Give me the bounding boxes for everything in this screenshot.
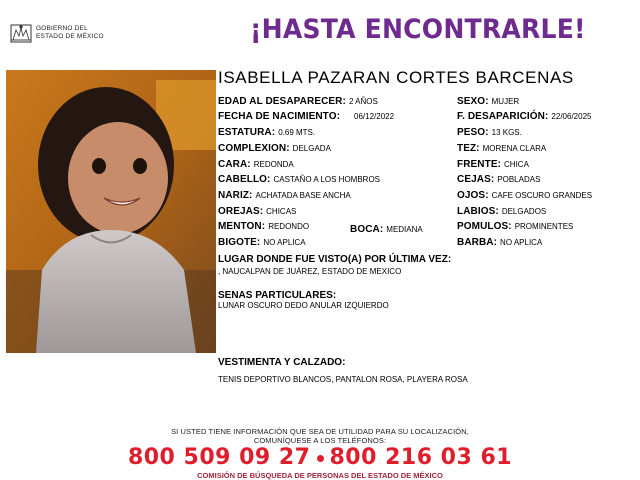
contact-info-line-2: COMUNÍQUESE A LOS TELÉFONOS: bbox=[253, 436, 387, 445]
field-label: CARA: bbox=[218, 159, 251, 170]
field-nariz bbox=[218, 190, 351, 201]
field-label: BIGOTE: bbox=[218, 237, 261, 248]
phone-number-1[interactable]: 800 509 09 27 bbox=[127, 445, 311, 470]
commission-name: COMISIÓN DE BÚSQUEDA DE PERSONAS DEL ESTADO DE MÉXICO bbox=[197, 471, 443, 480]
field-complexion bbox=[218, 143, 331, 154]
field-pomulos bbox=[457, 221, 573, 232]
field-value: MEDIANA bbox=[386, 225, 423, 234]
field-value: MORENA CLARA bbox=[482, 144, 547, 153]
field-label: PESO: bbox=[457, 127, 489, 138]
field-cejas bbox=[457, 174, 540, 185]
field-label: BARBA: bbox=[457, 237, 498, 248]
field-value: 06/12/2022 bbox=[354, 112, 395, 121]
field-value: NO APLICA bbox=[263, 238, 306, 247]
field-menton bbox=[218, 221, 309, 232]
field-boca bbox=[350, 224, 423, 235]
last-seen-value: , NAUCALPAN DE JUÁREZ, ESTADO DE MEXICO bbox=[218, 267, 402, 276]
field-tez bbox=[457, 143, 546, 154]
field-value: CHICA bbox=[504, 160, 529, 169]
clothing-label: VESTIMENTA Y CALZADO: bbox=[218, 357, 346, 368]
field-peso bbox=[457, 127, 522, 138]
field-label: LABIOS: bbox=[457, 206, 499, 217]
field-value: CHICAS bbox=[266, 207, 297, 216]
field-barba bbox=[457, 237, 542, 248]
marks-value: LUNAR OSCURO DEDO ANULAR IZQUIERDO bbox=[218, 301, 389, 310]
field-label: MENTON: bbox=[218, 221, 266, 232]
field-value: DELGADA bbox=[292, 144, 331, 153]
field-value: 13 KGS. bbox=[491, 128, 522, 137]
field-f-desaparicion bbox=[457, 111, 591, 122]
field-frente bbox=[457, 159, 529, 170]
phone-number-2[interactable]: 800 216 03 61 bbox=[329, 445, 513, 470]
missing-person-photo bbox=[6, 70, 216, 353]
field-value: ACHATADA BASE ANCHA bbox=[255, 191, 351, 200]
headline: ¡HASTA ENCONTRARLE! bbox=[250, 14, 586, 45]
field-fecha-nacimiento bbox=[218, 111, 394, 122]
logo-line-2: ESTADO DE MÉXICO bbox=[36, 33, 104, 40]
field-label: F. DESAPARICIÓN: bbox=[457, 111, 549, 122]
field-value: 2 AÑOS bbox=[348, 97, 378, 106]
contact-info-line-1: SI USTED TIENE INFORMACIÓN QUE SEA DE UTILIDAD PARA SU LOCALIZACIÓN, bbox=[171, 427, 469, 436]
field-bigote bbox=[218, 237, 306, 248]
field-value: 22/06/2025 bbox=[551, 112, 592, 121]
state-seal-icon bbox=[10, 22, 32, 44]
field-value: DELGADOS bbox=[501, 207, 547, 216]
field-label: EDAD AL DESAPARECER: bbox=[218, 96, 346, 107]
field-edad bbox=[218, 96, 378, 107]
phone-numbers bbox=[0, 445, 640, 470]
field-value: CAFE OSCURO GRANDES bbox=[491, 191, 593, 200]
clothing-value: TENIS DEPORTIVO BLANCOS, PANTALON ROSA, PLAYERA ROSA bbox=[218, 375, 468, 384]
field-value: NO APLICA bbox=[500, 238, 543, 247]
field-ojos bbox=[457, 190, 592, 201]
field-value: 0.69 MTS. bbox=[278, 128, 316, 137]
field-cara bbox=[218, 159, 294, 170]
person-name: ISABELLA PAZARAN CORTES BARCENAS bbox=[218, 68, 574, 87]
field-label: TEZ: bbox=[457, 143, 480, 154]
field-cabello bbox=[218, 174, 380, 185]
field-label: FECHA DE NACIMIENTO: bbox=[218, 111, 340, 122]
field-label: POMULOS: bbox=[457, 221, 512, 232]
field-estatura bbox=[218, 127, 315, 138]
field-value: MUJER bbox=[491, 97, 520, 106]
field-label: CABELLO: bbox=[218, 174, 271, 185]
field-label: OJOS: bbox=[457, 190, 489, 201]
bullet-icon bbox=[317, 455, 324, 462]
marks-label: SENAS PARTICULARES: bbox=[218, 290, 337, 301]
field-label: COMPLEXION: bbox=[218, 143, 290, 154]
field-label: FRENTE: bbox=[457, 159, 502, 170]
field-value: PROMINENTES bbox=[514, 222, 574, 231]
field-label: BOCA: bbox=[350, 224, 384, 235]
field-orejas bbox=[218, 206, 296, 217]
last-seen-label: LUGAR DONDE FUE VISTO(A) POR ÚLTIMA VEZ: bbox=[218, 254, 452, 265]
field-value: CASTAÑO A LOS HOMBROS bbox=[273, 175, 381, 184]
field-value: POBLADAS bbox=[497, 175, 541, 184]
field-label: CEJAS: bbox=[457, 174, 495, 185]
field-value: REDONDO bbox=[268, 222, 310, 231]
field-label: NARIZ: bbox=[218, 190, 253, 201]
logo-line-1: GOBIERNO DEL bbox=[36, 25, 88, 32]
government-logo bbox=[10, 20, 120, 46]
field-labios bbox=[457, 206, 546, 217]
field-label: OREJAS: bbox=[218, 206, 264, 217]
field-sexo bbox=[457, 96, 519, 107]
field-label: ESTATURA: bbox=[218, 127, 276, 138]
field-label: SEXO: bbox=[457, 96, 489, 107]
field-value: REDONDA bbox=[253, 160, 294, 169]
